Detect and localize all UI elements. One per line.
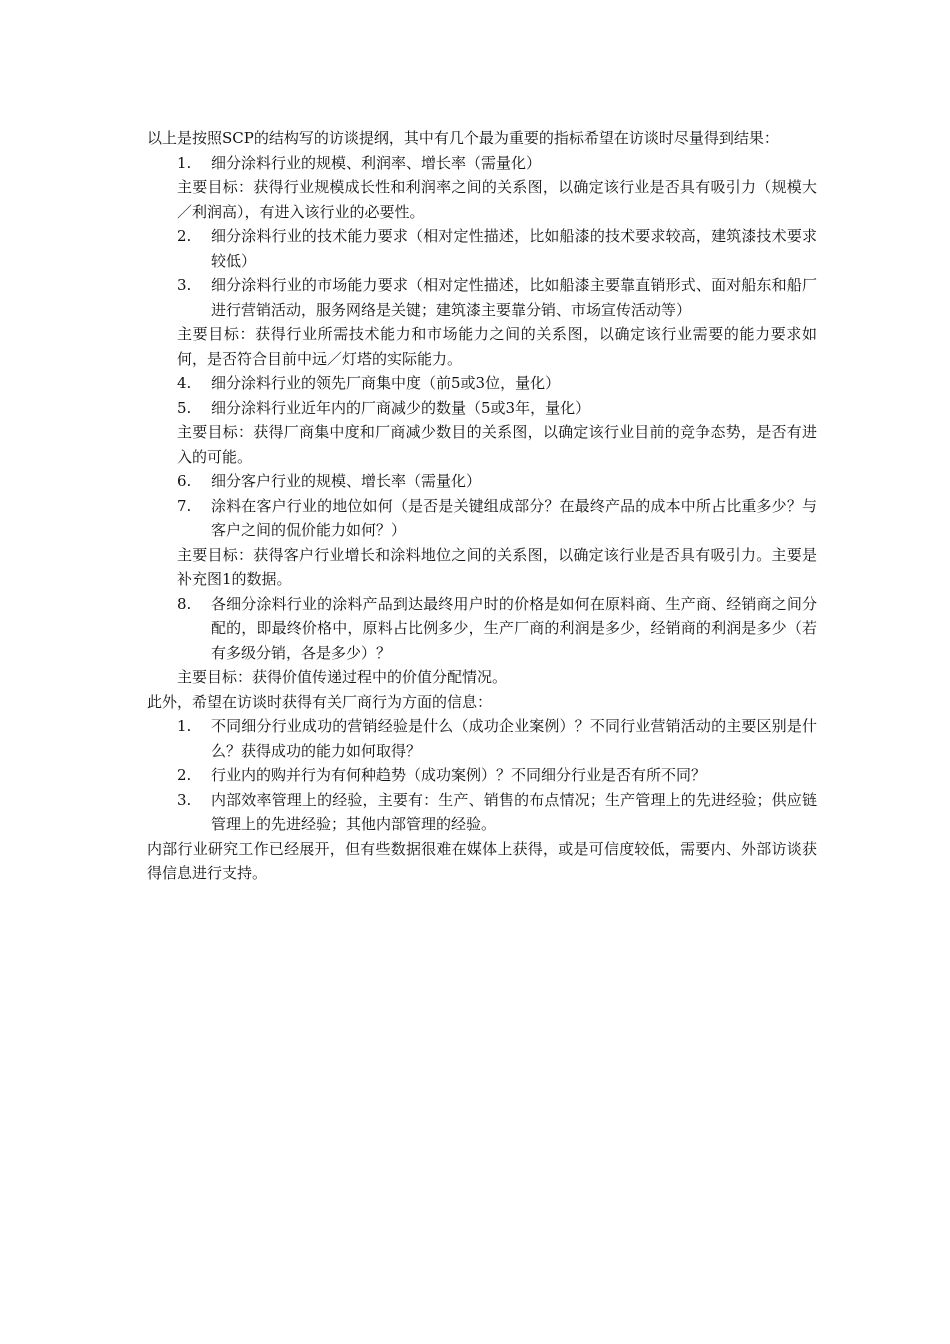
- list-item: [147, 469, 817, 494]
- list-number: 7.: [177, 496, 192, 515]
- list-item: [147, 151, 817, 176]
- list-text: 细分涂料行业的市场能力要求（相对定性描述，比如船漆主要靠直销形式、面对船东和船厂进行营销活动，服务网络是关键；建筑漆主要靠分销、市场宣传活动等）: [211, 276, 817, 319]
- list-text: 内部效率管理上的经验，主要有：生产、销售的布点情况；生产管理上的先进经验；供应链管理上的先进经验；其他内部管理的经验。: [211, 790, 817, 833]
- list-item: [147, 494, 817, 543]
- goal-paragraph: 主要目标：获得客户行业增长和涂料地位之间的关系图，以确定该行业是否具有吸引力。主要是补充图1的数据。: [177, 545, 817, 588]
- list-number: 1.: [177, 717, 192, 735]
- list-number: 3.: [177, 276, 192, 294]
- list-text: 细分涂料行业的领先厂商集中度（前5或3位，量化）: [211, 374, 561, 392]
- goal-paragraph: 主要目标：获得行业所需技术能力和市场能力之间的关系图，以确定该行业需要的能力要求如何，是否符合目前中远／灯塔的实际能力。: [177, 325, 817, 368]
- list-item: [147, 592, 817, 666]
- list-number: 8.: [177, 594, 192, 613]
- list-text: 各细分涂料行业的涂料产品到达最终用户时的价格是如何在原料商、生产商、经销商之间分配的，即最终价格中，原料占比例多少，生产厂商的利润是多少，经销商的利润是多少（若有多级分销，各是多少）？: [211, 594, 817, 662]
- goal-paragraph: 主要目标：获得价值传递过程中的价值分配情况。: [177, 668, 508, 686]
- list-text: 不同细分行业成功的营销经验是什么（成功企业案例）？不同行业营销活动的主要区别是什么？获得成功的能力如何取得？: [211, 717, 817, 760]
- list-text: 细分涂料行业近年内的厂商减少的数量（5或3年，量化）: [211, 398, 591, 417]
- list-text: 细分客户行业的规模、增长率（需量化）: [211, 472, 482, 490]
- list-number: 5.: [177, 398, 192, 417]
- list-item: [147, 224, 817, 273]
- list-item: [147, 763, 817, 788]
- list-text: 细分涂料行业的技术能力要求（相对定性描述，比如船漆的技术要求较高，建筑漆技术要求较低）: [211, 227, 817, 270]
- list-item: [147, 371, 817, 396]
- intro-paragraph: 以上是按照SCP的结构写的访谈提纲，其中有几个最为重要的指标希望在访谈时尽量得到结果：: [147, 129, 779, 147]
- list-number: 3.: [177, 790, 192, 809]
- list-item: [147, 273, 817, 322]
- list-text: 行业内的购并行为有何种趋势（成功案例）？不同细分行业是否有所不同？: [211, 766, 707, 784]
- goal-paragraph: 主要目标：获得厂商集中度和厂商减少数目的关系图，以确定该行业目前的竞争态势，是否有进入的可能。: [177, 423, 817, 466]
- list-item: [147, 714, 817, 763]
- closing-paragraph: 内部行业研究工作已经展开，但有些数据很难在媒体上获得，或是可信度较低，需要内、外部访谈获得信息进行支持。: [147, 839, 817, 882]
- list-item: [147, 396, 817, 421]
- document-page: [147, 126, 817, 886]
- list-number: 1.: [177, 153, 192, 172]
- list-text: 涂料在客户行业的地位如何（是否是关键组成部分？在最终产品的成本中所占比重多少？与客户之间的侃价能力如何？）: [211, 496, 817, 539]
- list-number: 2.: [177, 766, 192, 784]
- list-item: [147, 788, 817, 837]
- list-number: 4.: [177, 374, 192, 392]
- list-text: 细分涂料行业的规模、利润率、增长率（需量化）: [211, 153, 542, 172]
- list-number: 2.: [177, 227, 192, 245]
- list-number: 6.: [177, 472, 192, 490]
- goal-paragraph: 主要目标：获得行业规模成长性和利润率之间的关系图，以确定该行业是否具有吸引力（规模大／利润高），有进入该行业的必要性。: [177, 178, 817, 221]
- transition-paragraph: 此外，希望在访谈时获得有关厂商行为方面的信息：: [147, 692, 493, 711]
